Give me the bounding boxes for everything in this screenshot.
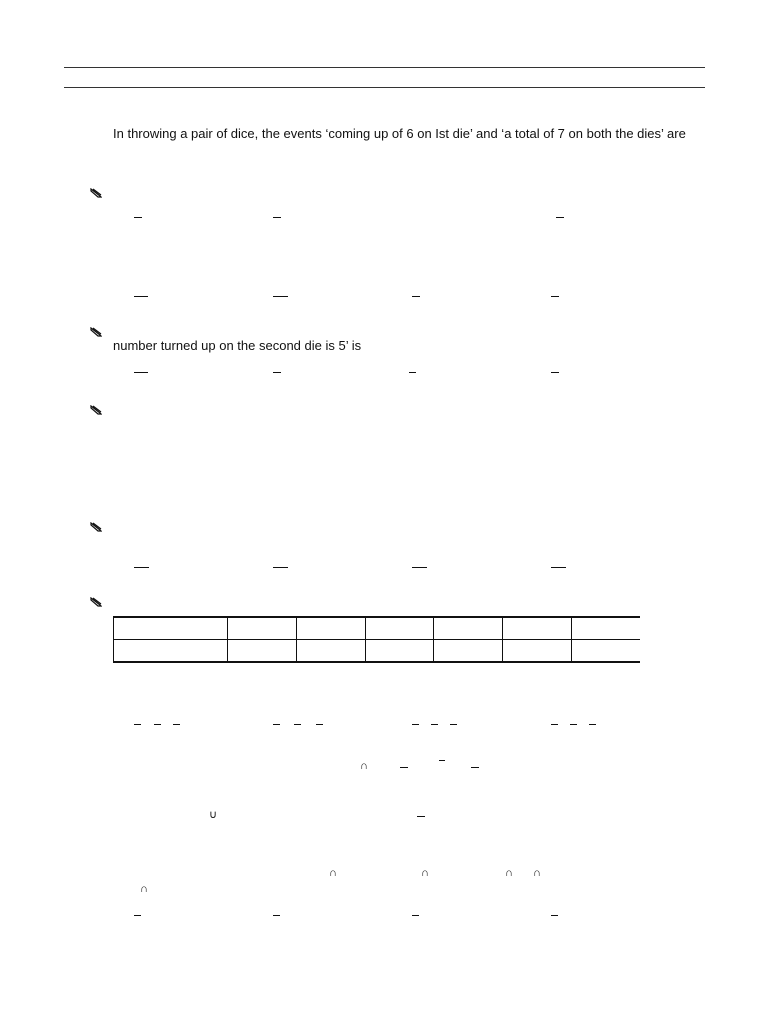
fraction-bar (417, 816, 425, 817)
pencil-icon (90, 597, 102, 607)
intersection-symbol: ∩ (329, 867, 337, 879)
fraction-bar (551, 296, 559, 297)
table-cell (572, 617, 640, 640)
question-3-text: number turned up on the second die is 5’ is (113, 338, 362, 353)
fraction-bar (589, 724, 596, 725)
intersection-symbol: ∩ (505, 867, 513, 879)
table-cell (227, 617, 296, 640)
union-symbol: ∪ (209, 809, 218, 821)
fraction-bar (134, 915, 141, 916)
fraction-bar (134, 567, 149, 568)
fraction-bar (154, 724, 161, 725)
table-cell (503, 640, 572, 663)
table-cell (503, 617, 572, 640)
fraction-bar (409, 372, 416, 373)
fraction-bar (400, 767, 408, 768)
fraction-bar (134, 724, 141, 725)
table-cell (296, 640, 365, 663)
intersection-symbol: ∩ (533, 867, 541, 879)
fraction-bar (273, 217, 281, 218)
fraction-bar (551, 724, 558, 725)
fraction-bar (471, 767, 479, 768)
fraction-bar (556, 217, 564, 218)
table-cell (434, 640, 503, 663)
table-cell (365, 617, 434, 640)
fraction-bar (316, 724, 323, 725)
header-rule-top (64, 67, 705, 68)
fraction-bar (134, 372, 148, 373)
pencil-icon (90, 522, 102, 532)
fraction-bar (273, 296, 288, 297)
fraction-bar (412, 567, 427, 568)
fraction-bar (551, 372, 559, 373)
pencil-icon (90, 405, 102, 415)
fraction-bar (273, 372, 281, 373)
table-cell (572, 640, 640, 663)
fraction-bar (134, 296, 148, 297)
table-row (114, 640, 641, 663)
fraction-bar (412, 724, 419, 725)
fraction-bar (551, 915, 558, 916)
fraction-bar (173, 724, 180, 725)
fraction-bar (412, 915, 419, 916)
intersection-symbol: ∩ (421, 867, 429, 879)
fraction-bar (431, 724, 438, 725)
fraction-bar (450, 724, 457, 725)
table-cell (434, 617, 503, 640)
table-cell (365, 640, 434, 663)
table-cell (114, 640, 228, 663)
header-rule-bottom (64, 87, 705, 88)
table-cell (227, 640, 296, 663)
fraction-bar (294, 724, 301, 725)
fraction-bar (412, 296, 420, 297)
question-1-text: In throwing a pair of dice, the events ‘coming up of 6 on Ist die’ and ‘a total of 7 on both the dies’ are (113, 126, 686, 141)
pencil-icon (90, 188, 102, 198)
table-cell (296, 617, 365, 640)
pencil-icon (90, 327, 102, 337)
fraction-bar (273, 567, 288, 568)
table-row (114, 617, 641, 640)
intersection-symbol: ∩ (360, 760, 368, 772)
fraction-bar (551, 567, 566, 568)
fraction-bar (134, 217, 142, 218)
fraction-bar (273, 724, 280, 725)
frequency-table (113, 616, 640, 663)
table-cell (114, 617, 228, 640)
complement-bar (439, 760, 445, 761)
fraction-bar (273, 915, 280, 916)
fraction-bar (570, 724, 577, 725)
intersection-symbol: ∩ (140, 883, 148, 895)
